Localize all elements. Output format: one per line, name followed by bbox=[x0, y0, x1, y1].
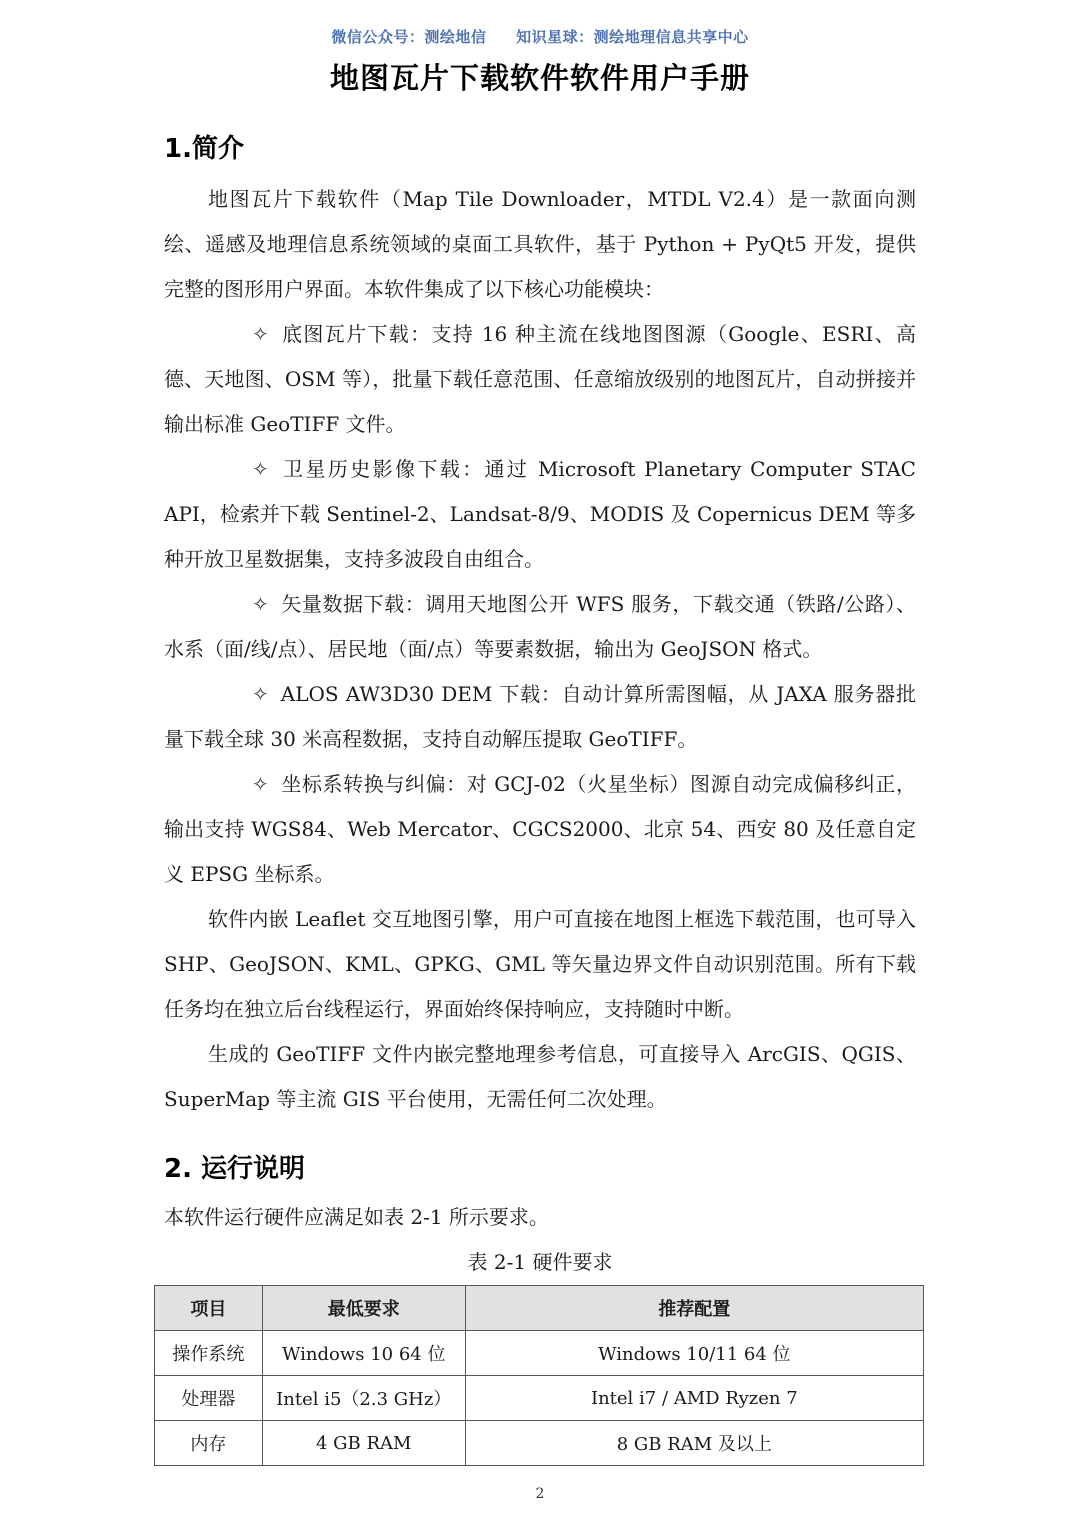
table-header-cell: 项目 bbox=[155, 1286, 263, 1331]
section-1-heading: 1.简介 bbox=[164, 134, 244, 164]
bullet-item bbox=[164, 672, 916, 762]
section-1 bbox=[164, 128, 916, 165]
table-cell: Windows 10/11 64 位 bbox=[465, 1331, 923, 1376]
table-header-row bbox=[155, 1286, 924, 1331]
section-2-body bbox=[164, 1195, 916, 1240]
diamond-star-icon: ✧ bbox=[252, 457, 269, 481]
body-paragraph: 软件内嵌 Leaflet 交互地图引擎，用户可直接在地图上框选下载范围，也可导入 SHP、GeoJSON、KML、GPKG、GML 等矢量边界文件自动识别范围。所有下载任务均在独立后台线程运行，界面始终保持响应，支持随时中断。 bbox=[164, 907, 916, 1021]
diamond-star-icon: ✧ bbox=[252, 322, 269, 346]
table-cell: Intel i7 / AMD Ryzen 7 bbox=[465, 1376, 923, 1421]
header-wechat: 微信公众号：测绘地信 bbox=[331, 28, 487, 46]
table-cell: 操作系统 bbox=[155, 1331, 263, 1376]
page-header bbox=[0, 26, 1080, 47]
bullet-text: 底图瓦片下载：支持 16 种主流在线地图图源（Google、ESRI、高德、天地图、OSM 等），批量下载任意范围、任意缩放级别的地图瓦片，自动拼接并输出标准 GeoTIFF 文件。 bbox=[164, 322, 916, 436]
bullet-item bbox=[164, 582, 916, 672]
section-1-body bbox=[164, 177, 916, 1122]
diamond-star-icon: ✧ bbox=[252, 682, 269, 706]
page-number: 2 bbox=[535, 1486, 545, 1502]
table-row bbox=[155, 1421, 924, 1466]
table-header-cell: 最低要求 bbox=[262, 1286, 465, 1331]
table-cell: Intel i5（2.3 GHz） bbox=[262, 1376, 465, 1421]
table-cell: 4 GB RAM bbox=[262, 1421, 465, 1466]
header-planet: 知识星球：测绘地理信息共享中心 bbox=[516, 28, 749, 46]
bullet-item bbox=[164, 447, 916, 582]
table-cell: 内存 bbox=[155, 1421, 263, 1466]
body-paragraph: 生成的 GeoTIFF 文件内嵌完整地理参考信息，可直接导入 ArcGIS、QGIS、SuperMap 等主流 GIS 平台使用，无需任何二次处理。 bbox=[164, 1042, 916, 1111]
section-2-heading: 2. 运行说明 bbox=[164, 1154, 306, 1184]
table-row bbox=[155, 1331, 924, 1376]
section-2-intro: 本软件运行硬件应满足如表 2-1 所示要求。 bbox=[164, 1205, 549, 1229]
table-row bbox=[155, 1376, 924, 1421]
intro-paragraph: 地图瓦片下载软件（Map Tile Downloader，MTDL V2.4）是一款面向测绘、遥感及地理信息系统领域的桌面工具软件，基于 Python + PyQt5 开发，提供完整的图形用户界面。本软件集成了以下核心功能模块： bbox=[164, 187, 916, 301]
bullet-text: 卫星历史影像下载：通过 Microsoft Planetary Computer STAC API，检索并下载 Sentinel-2、Landsat-8/9、MODIS 及 Copernicus DEM 等多种开放卫星数据集，支持多波段自由组合。 bbox=[164, 457, 916, 571]
bullet-text: ALOS AW3D30 DEM 下载：自动计算所需图幅，从 JAXA 服务器批量下载全球 30 米高程数据，支持自动解压提取 GeoTIFF。 bbox=[164, 682, 916, 751]
bullet-text: 矢量数据下载：调用天地图公开 WFS 服务，下载交通（铁路/公路）、水系（面/线/点）、居民地（面/点）等要素数据，输出为 GeoJSON 格式。 bbox=[164, 592, 916, 661]
bullet-text: 坐标系转换与纠偏：对 GCJ-02（火星坐标）图源自动完成偏移纠正，输出支持 WGS84、Web Mercator、CGCS2000、北京 54、西安 80 及任意自定义 EPSG 坐标系。 bbox=[164, 772, 916, 886]
diamond-star-icon: ✧ bbox=[252, 772, 269, 796]
diamond-star-icon: ✧ bbox=[252, 592, 269, 616]
bullet-item bbox=[164, 312, 916, 447]
section-2 bbox=[164, 1148, 916, 1185]
document-title: 地图瓦片下载软件软件用户手册 bbox=[329, 61, 750, 95]
table-cell: Windows 10 64 位 bbox=[262, 1331, 465, 1376]
hardware-requirements-table bbox=[154, 1285, 924, 1466]
table-caption: 表 2-1 硬件要求 bbox=[467, 1250, 613, 1274]
bullet-item bbox=[164, 762, 916, 897]
table-cell: 处理器 bbox=[155, 1376, 263, 1421]
table-header-cell: 推荐配置 bbox=[465, 1286, 923, 1331]
table-cell: 8 GB RAM 及以上 bbox=[465, 1421, 923, 1466]
